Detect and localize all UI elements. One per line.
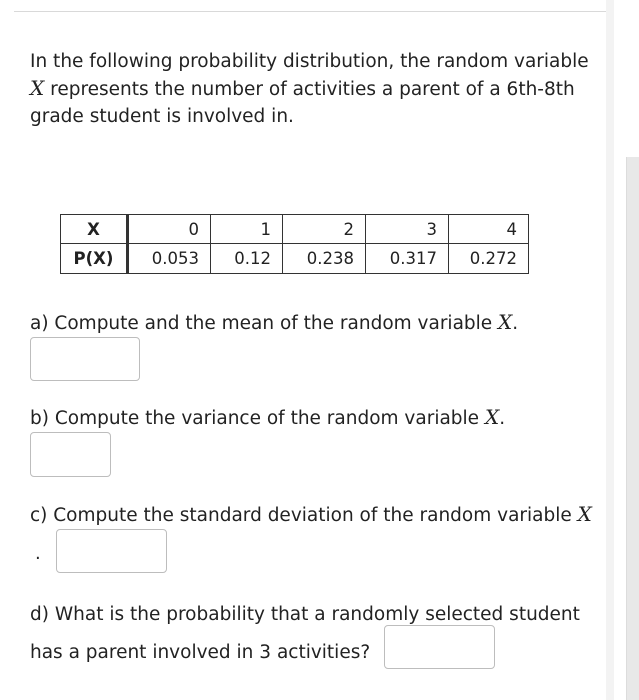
scrollbar-thumb[interactable] <box>626 157 639 700</box>
x-value-cell: 4 <box>449 215 529 244</box>
table-row-px <box>61 244 529 274</box>
row-header-x: X <box>61 215 128 244</box>
random-variable-symbol: X <box>30 76 45 100</box>
probability-distribution-table <box>60 214 529 274</box>
question-a-var: X <box>498 310 513 334</box>
table-row-x <box>61 215 529 244</box>
question-b-end: . <box>499 408 506 429</box>
question-a <box>30 309 518 337</box>
p-value-cell: 0.053 <box>128 244 211 274</box>
problem-statement <box>30 48 615 130</box>
p-value-cell: 0.272 <box>449 244 529 274</box>
p-value-cell: 0.238 <box>283 244 366 274</box>
p-value-cell: 0.12 <box>211 244 283 274</box>
answer-c-input[interactable] <box>56 529 167 573</box>
answer-d-input[interactable] <box>384 625 495 669</box>
x-value-cell: 0 <box>128 215 211 244</box>
question-c-text: c) Compute the standard deviation of the random variable <box>30 505 578 526</box>
question-a-text: a) Compute and the mean of the random variable <box>30 313 499 334</box>
x-value-cell: 3 <box>366 215 449 244</box>
question-c-var: X <box>577 502 592 526</box>
question-c <box>30 501 620 529</box>
question-c-period: . <box>35 543 41 564</box>
intro-text-2: represents the number of activities a parent of a 6th-8th grade student is involved in. <box>30 79 575 127</box>
question-b <box>30 404 505 432</box>
x-value-cell: 2 <box>283 215 366 244</box>
question-a-end: . <box>512 313 519 334</box>
intro-text-1: In the following probability distribution, the random variable <box>30 51 589 72</box>
p-value-cell: 0.317 <box>366 244 449 274</box>
answer-a-input[interactable] <box>30 337 140 381</box>
question-d-line1: d) What is the probability that a randomly selected student <box>30 604 580 625</box>
question-b-var: X <box>484 405 500 429</box>
question-d-line2: has a parent involved in 3 activities? <box>30 642 371 663</box>
question-b-text: b) Compute the variance of the random variable <box>30 408 485 429</box>
question-d <box>30 596 620 672</box>
x-value-cell: 1 <box>211 215 283 244</box>
top-divider <box>14 11 610 12</box>
row-header-px: P(X) <box>61 244 128 274</box>
answer-b-input[interactable] <box>30 432 111 477</box>
